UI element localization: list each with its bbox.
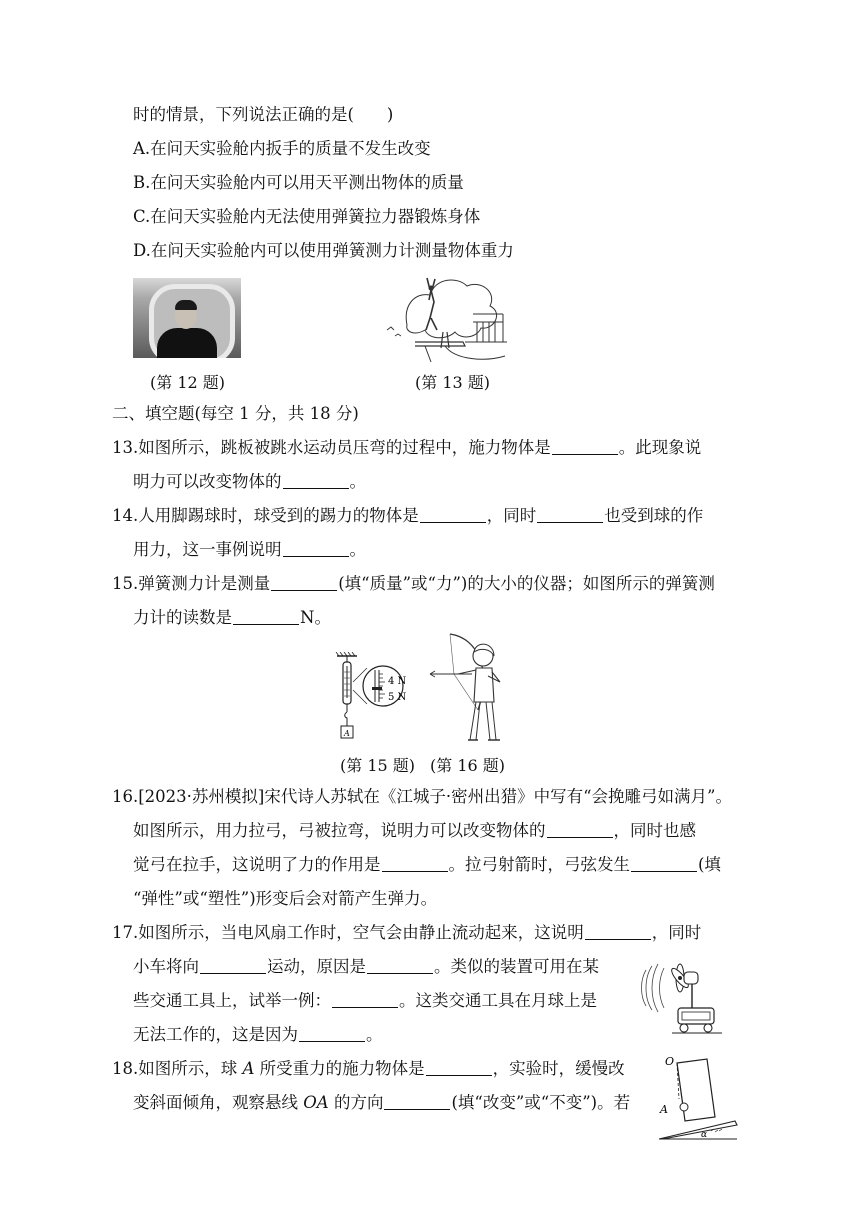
q12-option-c: C.在问天实验舱内无法使用弹簧拉力器锻炼身体 bbox=[133, 207, 481, 226]
q17-text-3a: 些交通工具上，试举一例： bbox=[133, 991, 331, 1010]
q17-line-1 bbox=[112, 923, 701, 943]
q18-text-2c: (填“改变”或“不变”)。若 bbox=[451, 1093, 631, 1112]
q12-stem-tail: 时的情景，下列说法正确的是( ) bbox=[133, 105, 394, 124]
q14-blank-3[interactable] bbox=[283, 541, 349, 557]
figure-15-spring-scale bbox=[335, 652, 420, 744]
q18-text-1c: ，实验时，缓慢改 bbox=[492, 1059, 625, 1078]
q16-line-1: 16.[2023·苏州模拟]宋代诗人苏轼在《江城子·密州出猎》中写有“会挽雕弓如满月”。 bbox=[112, 787, 732, 806]
q18-ball-label: A bbox=[242, 1059, 255, 1078]
q15-text-2b: N。 bbox=[300, 608, 331, 627]
q13-line-2 bbox=[133, 472, 366, 492]
q15-blank-2[interactable] bbox=[233, 609, 299, 625]
figure-12-astronaut-photo bbox=[133, 278, 241, 358]
q16-text-3b: 。拉弓射箭时，弓弦发生 bbox=[448, 855, 630, 874]
section-title-fill-blank: 二、填空题(每空 1 分，共 18 分) bbox=[112, 404, 359, 423]
q17-blank-5[interactable] bbox=[299, 1026, 365, 1042]
q17-text-2b: 运动，原因是 bbox=[267, 957, 366, 976]
q16-text-3c: (填 bbox=[698, 855, 721, 874]
figure-18-incline-pendulum bbox=[655, 1055, 745, 1145]
q13-text-2b: 。 bbox=[349, 472, 366, 491]
q16-text-2a: 如图所示，用力拉弓，弓被拉弯，说明力可以改变物体的 bbox=[133, 821, 546, 840]
q13-blank-2[interactable] bbox=[283, 473, 349, 489]
q18-line-1 bbox=[112, 1059, 625, 1079]
q14-text-2a: 用力，这一事例说明 bbox=[133, 540, 282, 559]
figure-17-fan-cart bbox=[638, 950, 728, 1040]
q18-line-2 bbox=[133, 1093, 630, 1113]
q15-text-1a: 15.弹簧测力计是测量 bbox=[112, 574, 271, 593]
q16-line-3 bbox=[133, 855, 721, 875]
fig18-label-a: A bbox=[660, 1103, 668, 1116]
q16-blank-1[interactable] bbox=[547, 822, 613, 838]
q15-blank-1[interactable] bbox=[271, 575, 337, 591]
figure-13-caption: (第 13 题) bbox=[415, 373, 491, 392]
fig15-block-label: A bbox=[344, 729, 350, 738]
q14-text-1a: 14.人用脚踢球时，球受到的踢力的物体是 bbox=[112, 506, 419, 525]
q15-text-1b: (填“质量”或“力”)的大小的仪器；如图所示的弹簧测 bbox=[338, 574, 715, 593]
q16-blank-2[interactable] bbox=[382, 856, 448, 872]
q17-text-1b: ，同时 bbox=[651, 923, 702, 942]
q17-blank-1[interactable] bbox=[585, 924, 651, 940]
q18-blank-1[interactable] bbox=[426, 1060, 492, 1076]
q16-line-4: “弹性”或“塑性”)形变后会对箭产生弹力。 bbox=[133, 889, 438, 908]
q13-text-2a: 明力可以改变物体的 bbox=[133, 472, 282, 491]
q13-text-1b: 。此现象说 bbox=[618, 438, 702, 457]
q14-text-1c: 也受到球的作 bbox=[604, 506, 704, 525]
q18-line-oa-label: OA bbox=[303, 1093, 329, 1112]
q17-line-4 bbox=[133, 1025, 383, 1045]
figure-16-caption: (第 16 题) bbox=[430, 756, 506, 775]
q14-text-2b: 。 bbox=[349, 540, 366, 559]
q18-blank-2[interactable] bbox=[384, 1094, 450, 1110]
fig18-label-o: O bbox=[665, 1055, 675, 1068]
q14-blank-1[interactable] bbox=[420, 507, 486, 523]
q16-text-3a: 觉弓在拉手，这说明了力的作用是 bbox=[133, 855, 381, 874]
q18-text-2a: 变斜面倾角，观察悬线 bbox=[133, 1093, 304, 1112]
figure-15-caption: (第 15 题) bbox=[340, 756, 416, 775]
q12-option-d: D.在问天实验舱内可以使用弹簧测力计测量物体重力 bbox=[133, 241, 514, 260]
q17-line-3 bbox=[133, 991, 597, 1011]
q17-blank-3[interactable] bbox=[367, 958, 433, 974]
q12-option-a: A.在问天实验舱内扳手的质量不发生改变 bbox=[133, 139, 431, 158]
q14-text-1b: ，同时 bbox=[486, 506, 537, 525]
q13-text-1a: 13.如图所示，跳板被跳水运动员压弯的过程中，施力物体是 bbox=[112, 438, 551, 457]
q14-blank-2[interactable] bbox=[537, 507, 603, 523]
fig15-label-4n: 4 N bbox=[388, 676, 407, 687]
q17-text-2a: 小车将向 bbox=[133, 957, 199, 976]
q13-blank-1[interactable] bbox=[552, 439, 618, 455]
q18-text-1b: 所受重力的施力物体是 bbox=[254, 1059, 425, 1078]
q13-line-1 bbox=[112, 438, 701, 458]
q14-line-1 bbox=[112, 506, 703, 526]
fig18-label-alpha: α bbox=[701, 1130, 708, 1140]
q17-text-2c: 。类似的装置可用在某 bbox=[434, 957, 599, 976]
fig15-label-5n: 5 N bbox=[388, 692, 407, 703]
q15-line-2 bbox=[133, 608, 331, 628]
q15-text-2a: 力计的读数是 bbox=[133, 608, 232, 627]
q14-line-2 bbox=[133, 540, 366, 560]
figure-16-archer bbox=[428, 630, 510, 745]
q17-text-4b: 。 bbox=[366, 1025, 383, 1044]
q18-text-2b: 的方向 bbox=[328, 1093, 384, 1112]
figure-13-diving-illustration bbox=[385, 270, 510, 365]
q16-line-2 bbox=[133, 821, 696, 841]
q17-blank-4[interactable] bbox=[332, 992, 398, 1008]
q17-line-2 bbox=[133, 957, 599, 977]
figure-12-caption: (第 12 题) bbox=[150, 373, 226, 392]
q18-text-1a: 18.如图所示，球 bbox=[112, 1059, 243, 1078]
q15-line-1 bbox=[112, 574, 715, 594]
q16-text-2b: ，同时也感 bbox=[613, 821, 696, 840]
q12-option-b: B.在问天实验舱内可以用天平测出物体的质量 bbox=[133, 173, 464, 192]
q17-blank-2[interactable] bbox=[200, 958, 266, 974]
q17-text-1a: 17.如图所示，当电风扇工作时，空气会由静止流动起来，这说明 bbox=[112, 923, 584, 942]
q16-blank-3[interactable] bbox=[631, 856, 697, 872]
q17-text-3b: 。这类交通工具在月球上是 bbox=[399, 991, 597, 1010]
q17-text-4a: 无法工作的，这是因为 bbox=[133, 1025, 298, 1044]
